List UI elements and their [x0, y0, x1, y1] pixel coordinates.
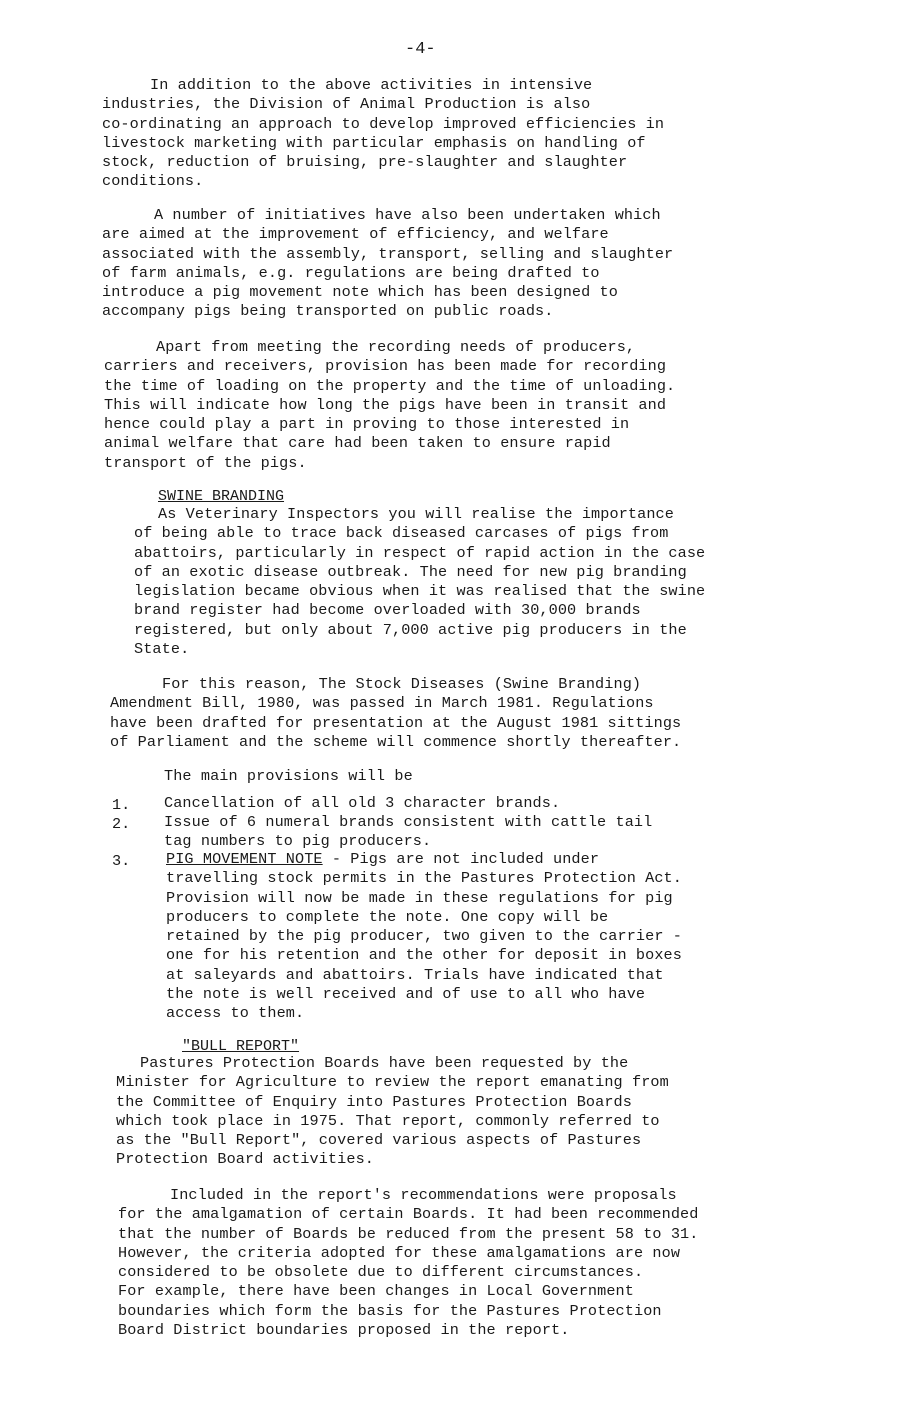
text-line: In addition to the above activities in intensive: [150, 76, 593, 94]
text-line: Protection Board activities.: [116, 1150, 374, 1169]
text-fragment: - Pigs are not included under: [322, 850, 600, 868]
text-line: For example, there have been changes in Local Government: [118, 1282, 634, 1301]
text-line: transport of the pigs.: [104, 453, 307, 472]
paragraph-initiatives: [102, 206, 673, 322]
text-line: the time of loading on the property and the time of unloading.: [104, 376, 676, 395]
text-line: carriers and receivers, provision has been made for recording: [104, 357, 667, 376]
paragraph-veterinary-inspectors: [134, 505, 705, 659]
text-line: However, the criteria adopted for these amalgamations are now: [118, 1243, 681, 1262]
text-line: producers to complete the note. One copy will be: [166, 907, 609, 926]
text-line: one for his retention and the other for deposit in boxes: [166, 946, 682, 965]
text-line: Minister for Agriculture to review the report emanating from: [116, 1073, 669, 1092]
list-item: [164, 813, 652, 852]
text-line: [166, 850, 682, 869]
text-line: This will indicate how long the pigs have been in transit and: [104, 395, 667, 414]
paragraph-pastures-protection-boards: [116, 1054, 669, 1170]
text-line: of Parliament and the scheme will commence shortly thereafter.: [110, 732, 682, 751]
text-line: legislation became obvious when it was realised that the swine: [134, 582, 706, 601]
text-line: registered, but only about 7,000 active pig producers in the: [134, 620, 687, 639]
list-item: [164, 794, 560, 813]
paragraph-intensive-industries: [102, 76, 664, 192]
text-line: have been drafted for presentation at the August 1981 sittings: [110, 713, 682, 732]
text-line: at saleyards and abattoirs. Trials have indicated that: [166, 965, 664, 984]
text-line: stock, reduction of bruising, pre-slaughter and slaughter: [102, 153, 628, 172]
text-line: of an exotic disease outbreak. The need for new pig branding: [134, 562, 687, 581]
list-item-pig-movement-note: [166, 850, 682, 1024]
paragraph-amalgamation: [118, 1186, 698, 1340]
text-line: State.: [134, 640, 190, 659]
text-line: brand register had become overloaded with 30,000 brands: [134, 601, 641, 620]
paragraph-recording-needs: [104, 338, 675, 473]
text-line: which took place in 1975. That report, commonly referred to: [116, 1111, 660, 1130]
text-line: Included in the report's recommendations were proposals: [170, 1186, 677, 1204]
text-line: animal welfare that care had been taken to ensure rapid: [104, 434, 611, 453]
text-line: for the amalgamation of certain Boards. It had been recommended: [118, 1205, 699, 1224]
text-line: For this reason, The Stock Diseases (Swine Branding): [162, 675, 642, 693]
text-line: considered to be obsolete due to different circumstances.: [118, 1263, 644, 1282]
text-line: hence could play a part in proving to those interested in: [104, 415, 630, 434]
text-line: accompany pigs being transported on public roads.: [102, 302, 554, 321]
text-line: A number of initiatives have also been undertaken which: [154, 206, 661, 224]
text-line: As Veterinary Inspectors you will realise the importance: [158, 505, 674, 523]
text-line: associated with the assembly, transport, selling and slaughter: [102, 244, 674, 263]
text-line: conditions.: [102, 172, 204, 191]
list-item-number: 2.: [112, 815, 131, 833]
list-item-number: 3.: [112, 852, 131, 870]
text-line: livestock marketing with particular emphasis on handling of: [102, 133, 646, 152]
text-line: the note is well received and of use to all who have: [166, 985, 646, 1004]
text-line: as the "Bull Report", covered various aspects of Pastures: [116, 1131, 642, 1150]
text-line: are aimed at the improvement of efficiency, and welfare: [102, 225, 609, 244]
text-line: of farm animals, e.g. regulations are being drafted to: [102, 263, 600, 282]
text-line: that the number of Boards be reduced from the present 58 to 31.: [118, 1224, 699, 1243]
text-line: Issue of 6 numeral brands consistent with cattle tail: [164, 813, 653, 831]
text-line: retained by the pig producer, two given to the carrier -: [166, 927, 682, 946]
text-line: Apart from meeting the recording needs of producers,: [156, 338, 636, 356]
list-item-number: 1.: [112, 796, 131, 814]
text-line: Board District boundaries proposed in the report.: [118, 1321, 570, 1340]
text-line: introduce a pig movement note which has been designed to: [102, 283, 618, 302]
text-line: Provision will now be made in these regulations for pig: [166, 888, 673, 907]
section-heading-bull-report: "BULL REPORT": [182, 1038, 300, 1055]
text-line: industries, the Division of Animal Production is also: [102, 95, 591, 114]
text-line: Cancellation of all old 3 character brands.: [164, 794, 561, 812]
text-line: co-ordinating an approach to develop improved efficiencies in: [102, 114, 665, 133]
section-heading-swine-branding: SWINE BRANDING: [158, 488, 285, 505]
text-line: of being able to trace back diseased carcases of pigs from: [134, 524, 669, 543]
text-line: travelling stock permits in the Pastures Protection Act.: [166, 869, 682, 888]
text-line: tag numbers to pig producers.: [164, 832, 432, 851]
page-number: -4-: [405, 40, 436, 59]
text-line: access to them.: [166, 1004, 305, 1023]
text-line: the Committee of Enquiry into Pastures Protection Boards: [116, 1092, 632, 1111]
paragraph-amendment-bill: [110, 675, 681, 752]
text-line: Amendment Bill, 1980, was passed in March 1981. Regulations: [110, 694, 654, 713]
provisions-intro: The main provisions will be: [164, 767, 413, 785]
text-line: abattoirs, particularly in respect of rapid action in the case: [134, 543, 706, 562]
pig-movement-note-heading: PIG MOVEMENT NOTE: [166, 850, 323, 868]
text-line: boundaries which form the basis for the Pastures Protection: [118, 1301, 662, 1320]
text-line: Pastures Protection Boards have been requested by the: [140, 1054, 629, 1072]
